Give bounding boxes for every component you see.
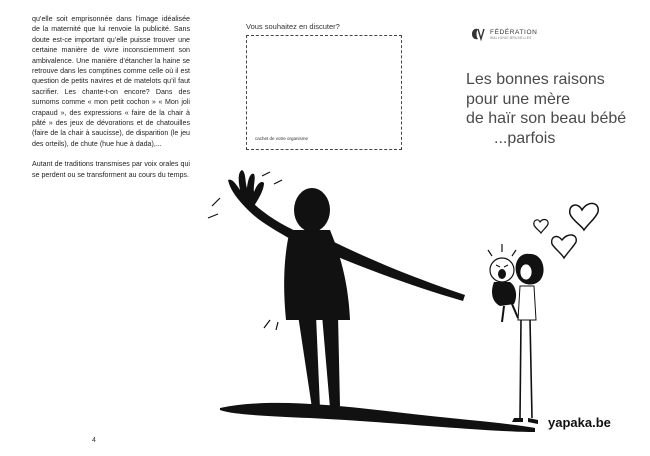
headline bbox=[466, 70, 626, 148]
shadow-head bbox=[294, 188, 330, 232]
mother-shoes bbox=[512, 418, 538, 424]
headline-line-2: pour une mère bbox=[466, 90, 571, 108]
logo-title: FÉDÉRATION bbox=[490, 28, 538, 36]
shadow-raised-arm bbox=[248, 204, 298, 240]
mother-face bbox=[520, 264, 532, 280]
motion-ticks-leg bbox=[264, 320, 278, 330]
shadow-raised-hand bbox=[228, 170, 264, 210]
baby-crying-mouth bbox=[498, 269, 506, 279]
heart-icon-large bbox=[570, 203, 598, 230]
headline-line-4: ...parfois bbox=[494, 129, 556, 147]
paragraph-1: qu’elle soit emprisonnée dans l’image idéalisée de la maternité que lui renvoie la publicité. Sans doute est-ce important qu’elle puisse trouver une certaine manière de vivre inconsciemment son ambivalence. Une manière d’étancher la haine se retrouve dans les comptines comme celle où il est question de petits navires et de matelots qu’il faut sacrifier. Les chante-t-on encore? Dans des surnoms comme « mon petit cochon » « Mon joli crapaud », des expressions « faire de la chair à pâté » des jeux de dévorations et de chatouilles (faire de la chair à saucisse), de disparition (le jeu des orteils), de chute (hue hue à dada),... bbox=[32, 15, 190, 148]
floor-shadow bbox=[220, 403, 535, 432]
yapaka-brand[interactable]: yapaka.be bbox=[548, 415, 611, 430]
baby-legs bbox=[502, 304, 518, 322]
body-text bbox=[32, 14, 190, 190]
headline-line-1: Les bonnes raisons bbox=[466, 71, 605, 88]
baby-body bbox=[492, 282, 516, 306]
heart-icon-small bbox=[534, 220, 548, 233]
shadow-body bbox=[284, 230, 350, 320]
mother-legs bbox=[520, 320, 532, 418]
paragraph-2: Autant de traditions transmises par voix orales qui se perdent ou se transforment au cours du temps. bbox=[32, 160, 190, 179]
headline-line-3: de haïr son beau bébé bbox=[466, 110, 627, 127]
logo-subtitle: WALLONIE-BRUXELLES bbox=[490, 35, 532, 40]
mother-body bbox=[518, 286, 536, 320]
shadow-legs bbox=[298, 315, 340, 408]
heart-icon-medium bbox=[552, 235, 577, 258]
mother-shadow-illustration bbox=[190, 170, 610, 445]
cry-ticks bbox=[488, 244, 516, 256]
stamp-caption: cachet de votre organisme bbox=[255, 136, 309, 141]
stamp-box bbox=[246, 35, 402, 150]
page-number: 4 bbox=[92, 437, 96, 444]
federation-logo bbox=[470, 27, 537, 41]
discuss-label: Vous souhaitez en discuter? bbox=[246, 22, 340, 31]
federation-logo-icon bbox=[470, 27, 486, 41]
